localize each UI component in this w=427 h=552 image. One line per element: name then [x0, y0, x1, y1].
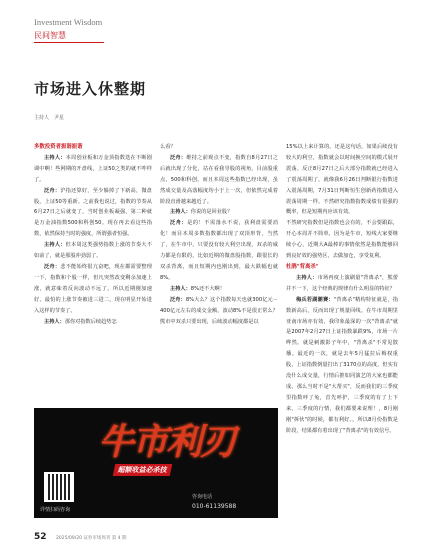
- paragraph-text: 是的！不需落水不说，获利盘需要消化！而目本周多数指数都出现了双顶形背，当然了，在牛市中，只要没有较大利空出现，双杀的威力都是有限的，比如近期的微盘股指数，跟很长的双杀背离，而且短期内也刚出到，最大跌幅也就8%。: [160, 220, 278, 281]
- article-byline: 主持人 尹星: [34, 115, 65, 121]
- paragraph: [160, 218, 278, 283]
- paragraph: [160, 284, 278, 295]
- speaker-label: 主持人：: [44, 318, 65, 325]
- advertisement[interactable]: [34, 408, 278, 518]
- paragraph: [34, 317, 152, 328]
- paragraph: [34, 262, 152, 317]
- header-rule: [34, 42, 104, 43]
- paragraph: [286, 142, 398, 218]
- paragraph-text: 但本周这类强势指数上涨的节奏大不如前了，就是那股冲劲弱了。: [34, 242, 152, 260]
- article-title: 市场进入休整期: [34, 80, 147, 98]
- speaker-label: 泛舟：: [170, 220, 188, 227]
- paragraph: [160, 153, 278, 208]
- paragraph-text: 不然研究指数但是指数也会有的，不会要跟踪，开心本周并不简单，因为是牛市，短线大家要继续小心，近期大A最棒的事情依然是指数能够回到良好效的强势区，去做加仓，享受复利。: [286, 220, 398, 260]
- page-number: 52: [34, 532, 47, 542]
- paragraph-text: 15%以上来计算的。还是这句话，如果后续没有较大的利空，指数就会以时间换空间的模式展开震荡。反正8月27日之后大部分指数就已经进入了震荡周期了，就像我6月26日判断银行指数进入震荡周期，7月31日判断恒生创新药指数进入震荡周期一样。不然研究指数指数成绩有很强的概率，但是短期内应该有效。: [286, 144, 398, 216]
- header-section-cn: 民间智慧: [34, 31, 66, 40]
- speaker-label: 泛舟：: [170, 154, 187, 161]
- paragraph-text: "背离杀"精构特征就是，指数新高后，反而出现了规量回线。在牛市周期里亚南市场亦有效，我印象最深的一次"背离杀"就是2007年2月27日上证指数暴跌9%，市场一片哗然。就是刺激影子年中，"背离杀"不常见散播。最近的一次，就是去年5月猛拉后梅权重股，上证指数倒量打出了3170点的高度，但实有没什么成交量，行情后推如同演艺的大家也都能成。那么当时不是"大帮买"，反而我们的三季度里指数呼了兔，首先呼护，三季度的有了上下来，三季度的行情，我们都要来说理！，8月刚刚"拆伙"的时候，都有利好。，所以8月份指数是阶段，结果都有着出现了"背离杀"的有效信号。: [286, 296, 398, 434]
- ad-badge: 超额收益必杀技: [113, 464, 173, 476]
- paragraph-text: 那你对指数后续趋势怎: [64, 318, 117, 325]
- paragraph-text: 维持之前观点不变，指数自8月27日之后就出现了分化，站在看我导股的视角，目前股重点，500和科创。而且本周这些指数已经出现，虽然成交量及高落幅度均小于上一次，但依然完成着阶段直滑越来越近了。: [160, 154, 278, 205]
- paragraph-text: 悲不能始终很亢奋吧，现在都需要整理一下，指数和个股一样，但凡突然改变剩余加速上涨，就意味着反向波动不远了。所以近期刚加速好，最怕的上涨节奏被进三进二，现在明显开始进入这样的节奏了。: [34, 263, 152, 314]
- paragraph: [34, 240, 152, 262]
- article-column-3: [286, 142, 398, 436]
- qr-code-icon[interactable]: [44, 472, 74, 502]
- speaker-label: 主持人：: [296, 274, 318, 281]
- paragraph: [160, 295, 278, 328]
- speaker-label: 主持人：: [170, 285, 191, 292]
- paragraph: [34, 153, 152, 186]
- ad-headline: 牛市利刃: [98, 422, 235, 463]
- page-footer: [0, 527, 427, 552]
- speaker-label: 主持人：: [170, 209, 191, 216]
- footer-meta: 2025/09/20 证券市场周刊 第 4 期: [56, 536, 127, 541]
- ad-tel-label: 咨询电话: [192, 494, 213, 500]
- section-heading: 杜鹃"背离杀": [286, 263, 319, 270]
- speaker-label: 泛舟：: [44, 263, 61, 270]
- paragraph-text: 市场再度上演刷量"背离杀"，熊蕾并不一下，这个经典的规律有什么明显的特征？: [286, 274, 398, 292]
- ad-tel: 010-61139588: [192, 503, 237, 510]
- paragraph-text: 本周创业板和万金顶指数迭在不断剧调中啊！些网期的开盘线，上证50之类的就不咋样了。: [34, 154, 152, 183]
- header-section-en: Investment Wisdom: [34, 17, 103, 27]
- paragraph: [160, 142, 278, 153]
- speaker-label: 泛舟：: [170, 296, 186, 303]
- speaker-label: 主持人：: [44, 242, 66, 249]
- article-column-1: [34, 142, 152, 327]
- paragraph-text: 8%还不大啊！: [190, 285, 225, 292]
- paragraph-text: 你说的是回业股？: [190, 209, 233, 216]
- speaker-label: 主持人：: [44, 154, 66, 161]
- section-heading: 多数投资者振谐振谐: [34, 144, 83, 150]
- paragraph: [34, 186, 152, 241]
- paragraph: [286, 295, 398, 437]
- speaker-label: 泛舟：: [44, 187, 61, 194]
- speaker-label: 梅兵若湖潮赛：: [296, 296, 334, 303]
- paragraph: [286, 218, 398, 262]
- paragraph: [160, 207, 278, 218]
- paragraph: [286, 273, 398, 295]
- article-column-2: [160, 142, 278, 327]
- paragraph-text: 么看？: [160, 144, 176, 150]
- ad-qr-label: 详情扫码咨询: [40, 507, 71, 513]
- paragraph-text: 8%大么？这个指数每天也就300亿元－400亿元左右的成交金额，波动8%不是很正常么？熊市中双杀只要出现，后续波动幅度都是以: [160, 296, 278, 325]
- paragraph-text: 沪指还算好，至少躲掉了下新高，微盘股，上证50等重新。之前我也说过，指数的节奏从6月27日之后就变了，当时创业板凝强，第二种就是万金油指数500和科创50。现在再去看这些指数，依然保持当时的强度，所谓强者恒强。: [34, 187, 152, 238]
